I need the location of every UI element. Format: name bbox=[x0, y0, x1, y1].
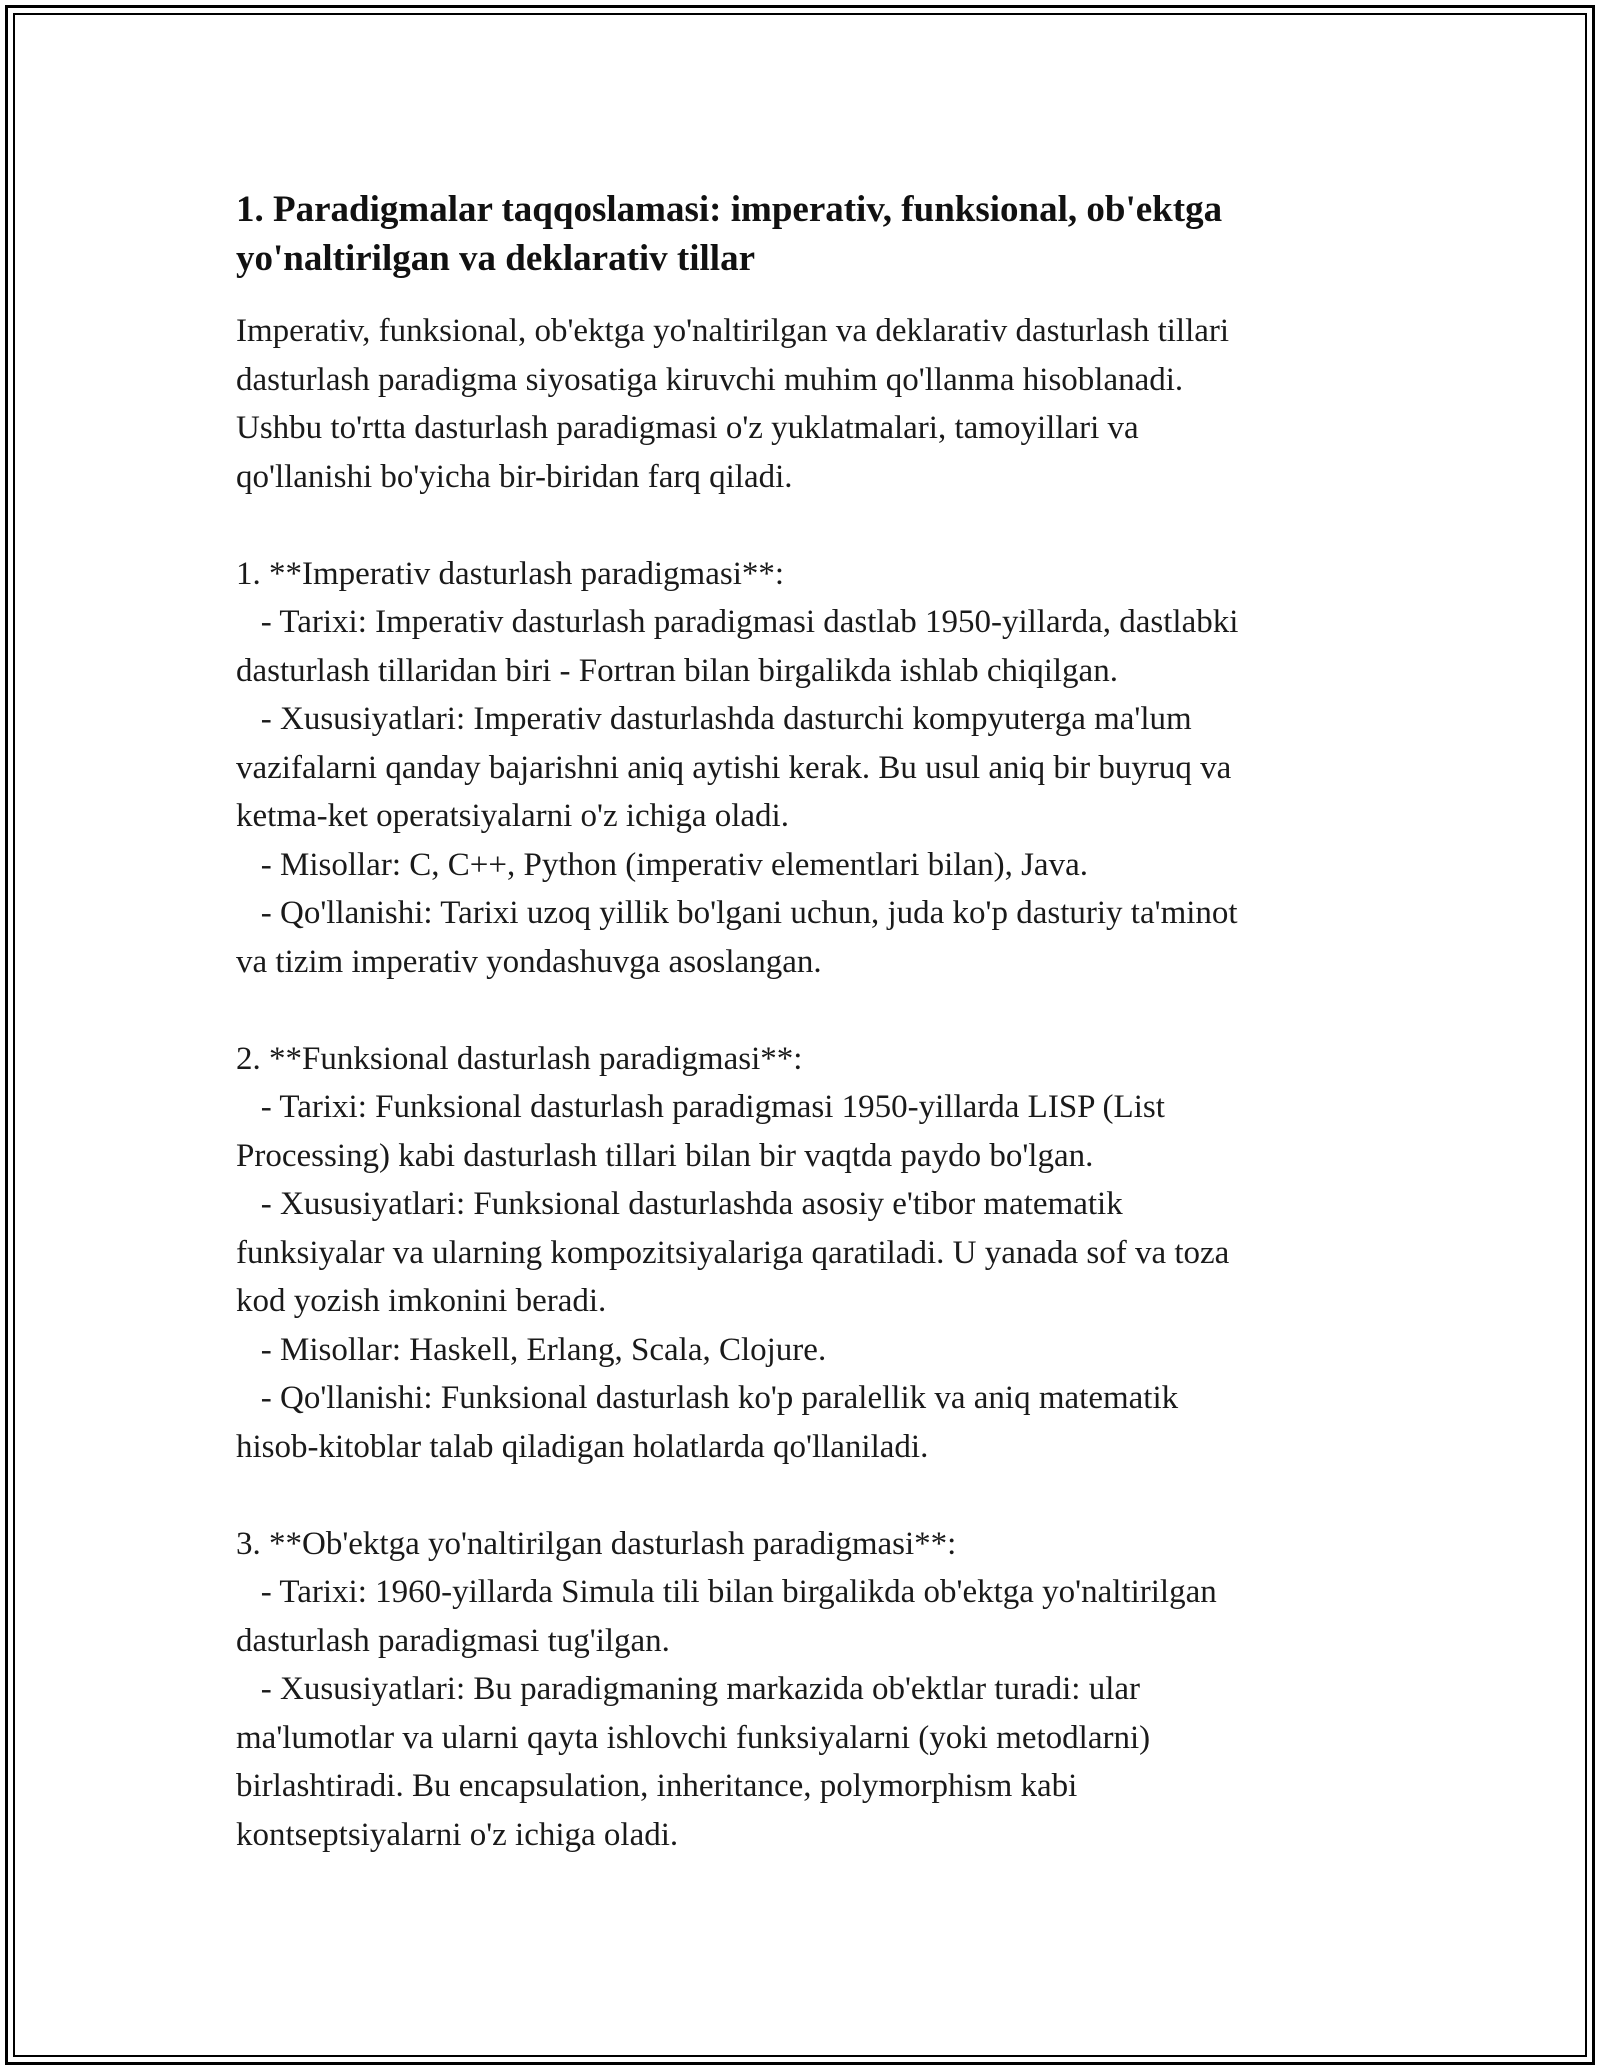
text-line: vazifalarni qanday bajarishni aniq aytishi kerak. Bu usul aniq bir buyruq va bbox=[236, 749, 1232, 786]
title-line: yo'naltirilgan va deklarativ tillar bbox=[236, 238, 756, 279]
section-obektga bbox=[236, 1520, 1386, 1860]
section-imperativ bbox=[236, 550, 1386, 987]
page-title bbox=[236, 185, 1386, 283]
text-line: Imperativ, funksional, ob'ektga yo'naltirilgan va deklarativ dasturlash tillari bbox=[236, 313, 1230, 349]
text-line: - Xususiyatlari: Bu paradigmaning markazida ob'ektlar turadi: ular bbox=[236, 1671, 1141, 1707]
text-line: - Xususiyatlari: Imperativ dasturlashda dasturchi kompyuterga ma'lum bbox=[236, 701, 1192, 737]
section-heading: 3. **Ob'ektga yo'naltirilgan dasturlash paradigmasi**: bbox=[236, 1525, 957, 1562]
title-line: 1. Paradigmalar taqqoslamasi: imperativ, funksional, ob'ektga bbox=[236, 189, 1223, 230]
text-line: Ushbu to'rtta dasturlash paradigmasi o'z yuklatmalari, tamoyillari va bbox=[236, 410, 1139, 446]
text-line: - Qo'llanishi: Tarixi uzoq yillik bo'lgani uchun, juda ko'p dasturiy ta'minot bbox=[236, 895, 1238, 931]
text-line: kontseptsiyalarni o'z ichiga oladi. bbox=[236, 1816, 679, 1853]
text-line: va tizim imperativ yondashuvga asoslangan. bbox=[236, 943, 822, 980]
text-line: dasturlash paradigma siyosatiga kiruvchi muhim qo'llanma hisoblanadi. bbox=[236, 361, 1184, 398]
text-line: birlashtiradi. Bu encapsulation, inheritance, polymorphism kabi bbox=[236, 1768, 1078, 1804]
section-heading: 1. **Imperativ dasturlash paradigmasi**: bbox=[236, 555, 785, 592]
text-line: funksiyalar va ularning kompozitsiyalariga qaratiladi. U yanada sof va toza bbox=[236, 1234, 1230, 1271]
document-body bbox=[236, 185, 1386, 1859]
text-line: Processing) kabi dasturlash tillari bilan bir vaqtda paydo bo'lgan. bbox=[236, 1137, 1094, 1174]
text-line: - Misollar: C, C++, Python (imperativ elementlari bilan), Java. bbox=[236, 846, 1088, 883]
text-line: hisob-kitoblar talab qiladigan holatlarda qo'llaniladi. bbox=[236, 1428, 929, 1465]
section-heading: 2. **Funksional dasturlash paradigmasi**: bbox=[236, 1040, 803, 1077]
text-line: dasturlash tillaridan biri - Fortran bilan birgalikda ishlab chiqilgan. bbox=[236, 652, 1118, 689]
section-funksional bbox=[236, 1035, 1386, 1472]
text-line: - Tarixi: 1960-yillarda Simula tili bilan birgalikda ob'ektga yo'naltirilgan bbox=[236, 1574, 1217, 1610]
text-line: - Tarixi: Funksional dasturlash paradigmasi 1950-yillarda LISP (List bbox=[236, 1089, 1165, 1125]
text-line: - Misollar: Haskell, Erlang, Scala, Clojure. bbox=[236, 1331, 827, 1368]
intro-paragraph bbox=[236, 307, 1386, 501]
text-line: - Qo'llanishi: Funksional dasturlash ko'p paralellik va aniq matematik bbox=[236, 1380, 1179, 1416]
text-line: - Xususiyatlari: Funksional dasturlashda asosiy e'tibor matematik bbox=[236, 1186, 1123, 1222]
text-line: dasturlash paradigmasi tug'ilgan. bbox=[236, 1622, 670, 1659]
text-line: ma'lumotlar va ularni qayta ishlovchi funksiyalarni (yoki metodlarni) bbox=[236, 1719, 1151, 1756]
text-line: qo'llanishi bo'yicha bir-biridan farq qiladi. bbox=[236, 458, 793, 495]
text-line: - Tarixi: Imperativ dasturlash paradigmasi dastlab 1950-yillarda, dastlabki bbox=[236, 604, 1239, 640]
text-line: ketma-ket operatsiyalarni o'z ichiga oladi. bbox=[236, 798, 789, 834]
text-line: kod yozish imkonini beradi. bbox=[236, 1283, 607, 1319]
